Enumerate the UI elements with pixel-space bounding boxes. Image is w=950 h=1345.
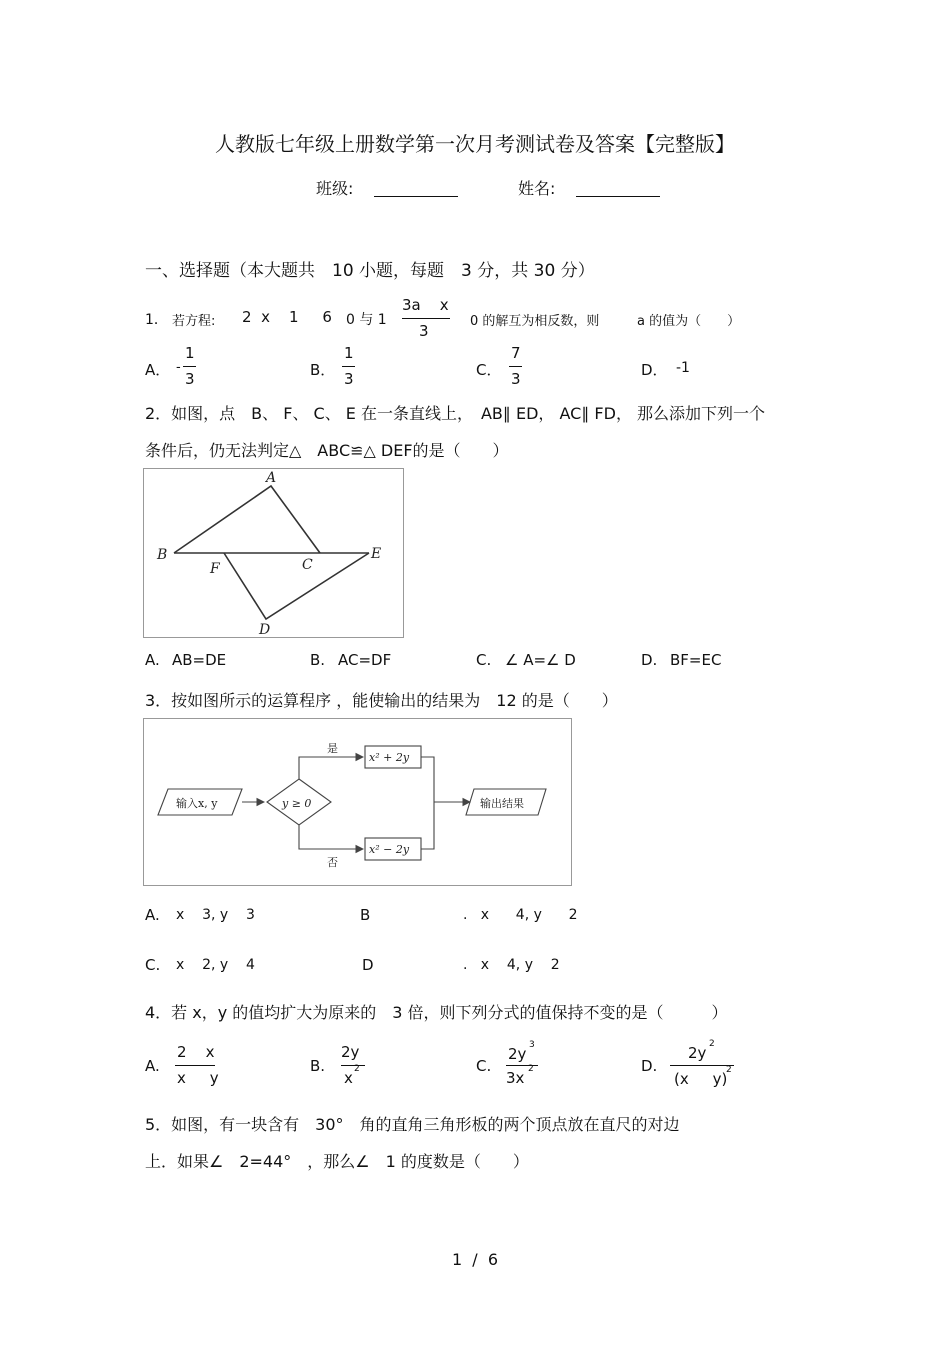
triangle-def: [224, 553, 369, 619]
exponent: 2: [726, 1065, 732, 1075]
q1-frac-num: 3a x: [402, 296, 449, 314]
output-text: 输出结果: [480, 797, 524, 810]
no-label: 否: [327, 856, 338, 869]
option-value: -1: [676, 360, 690, 376]
frac-num: 2y: [688, 1044, 707, 1062]
q1-text-c: a 的值为（ ）: [637, 314, 741, 329]
triangle-abc: [174, 486, 320, 553]
frac-den: 3x: [506, 1069, 525, 1087]
yes-label: 是: [327, 742, 338, 755]
frac-den: 3: [511, 370, 521, 388]
option-letter: C.: [476, 1057, 492, 1075]
frac-den: x: [344, 1069, 353, 1087]
yes-arrow: [299, 757, 363, 779]
section-heading: 一、选择题（本大题共 10 小题，每题 3 分，共 30 分）: [145, 261, 595, 281]
frac-den: x y: [177, 1069, 219, 1087]
q1-frac-den: 3: [419, 322, 429, 340]
frac-bar: [183, 366, 196, 367]
bottom-expr: x² − 2y: [369, 843, 410, 856]
q1-equation: 2 x 1 6: [242, 308, 332, 326]
option-letter: B.: [310, 651, 326, 669]
q1-text-a: 若方程:: [172, 314, 216, 329]
frac-num: 2y: [341, 1043, 360, 1061]
option-letter: D．: [641, 361, 668, 379]
option-text: . x 4, y 2: [463, 907, 578, 923]
option-letter: D.: [641, 1057, 658, 1075]
frac-bar: [509, 366, 522, 367]
frac-den: 3: [344, 370, 354, 388]
frac-bar: [341, 1065, 365, 1066]
q1-text-b: 0 的解互为相反数，则: [470, 314, 600, 329]
exponent: 3: [529, 1040, 535, 1050]
top-expr: x² + 2y: [369, 751, 410, 764]
option-letter: A．: [145, 361, 171, 379]
label-e: E: [371, 546, 382, 562]
option-letter: B．: [310, 361, 336, 379]
frac-den: (x y): [674, 1070, 728, 1088]
frac-num: 7: [511, 344, 521, 362]
no-arrow: [299, 825, 363, 849]
name-field[interactable]: [576, 196, 660, 197]
frac-bar: [342, 366, 355, 367]
option-letter: B: [360, 906, 371, 924]
option-letter: D: [362, 956, 374, 974]
q5-line1: 5．如图，有一块含有 30° 角的直角三角形板的两个顶点放在直尺的对边: [145, 1115, 680, 1134]
option-text: BF=EC: [670, 651, 722, 669]
class-field[interactable]: [374, 196, 458, 197]
option-letter: B.: [310, 1057, 326, 1075]
label-b: B: [157, 547, 168, 563]
option-text: AC=DF: [338, 651, 392, 669]
q1-zero-with: 0 与 1: [346, 312, 387, 328]
frac-bar: [175, 1065, 215, 1066]
option-text: . x 4, y 2: [463, 957, 560, 973]
frac-num: 1: [344, 344, 354, 362]
option-text: x 3, y 3: [176, 907, 255, 923]
q4-line: 4．若 x，y 的值均扩大为原来的 3 倍，则下列分式的值保持不变的是（ ）: [145, 1003, 728, 1022]
page-title: 人教版七年级上册数学第一次月考测试卷及答案【完整版】: [215, 132, 735, 156]
option-letter: A.: [145, 1057, 160, 1075]
q1-frac-bar: [402, 318, 450, 319]
q1-number: 1．: [145, 312, 168, 328]
q3-line: 3．按如图所示的运算程序 ，能使输出的结果为 12 的是（ ）: [145, 691, 618, 710]
name-label: 姓名:: [518, 179, 556, 198]
frac-bar: [670, 1065, 734, 1066]
option-text: ∠ A=∠ D: [505, 651, 576, 669]
class-label: 班级:: [316, 179, 354, 198]
option-text: x 2, y 4: [176, 957, 255, 973]
q3-flowchart: [143, 718, 572, 886]
option-text: AB=DE: [172, 651, 227, 669]
frac-num: 1: [185, 344, 195, 362]
frac-num: 2y: [508, 1045, 527, 1063]
exponent: 2: [354, 1064, 360, 1074]
label-a: A: [266, 470, 277, 486]
option-letter: A.: [145, 906, 160, 924]
label-c: C: [302, 557, 313, 573]
frac-den: 3: [185, 370, 195, 388]
minus-sign: -: [176, 360, 181, 375]
label-f: F: [210, 561, 220, 577]
cond-text: y ≥ 0: [282, 797, 312, 810]
exponent: 2: [709, 1039, 715, 1049]
q2-figure: [143, 468, 404, 638]
triangle-diagram: [144, 469, 403, 637]
page-number: 1 / 6: [451, 1250, 499, 1269]
frac-num: 2 x: [177, 1043, 215, 1061]
option-letter: C.: [476, 651, 492, 669]
input-text: 输入x, y: [176, 797, 218, 810]
option-letter: C.: [145, 956, 161, 974]
flowchart-diagram: [144, 719, 571, 885]
exponent: 2: [528, 1064, 534, 1074]
option-letter: D.: [641, 651, 658, 669]
label-d: D: [259, 622, 271, 637]
q2-line2: 条件后，仍无法判定△ ABC≌△ DEF的是（ ）: [145, 441, 509, 460]
option-letter: C．: [476, 361, 502, 379]
q2-line1: 2．如图，点 B、 F、 C、 E 在一条直线上， AB∥ ED， AC∥ FD， 那么添加下列一个: [145, 404, 766, 423]
q5-line2: 上．如果∠ 2=44° ，那么∠ 1 的度数是（ ）: [145, 1152, 529, 1171]
option-letter: A.: [145, 651, 160, 669]
